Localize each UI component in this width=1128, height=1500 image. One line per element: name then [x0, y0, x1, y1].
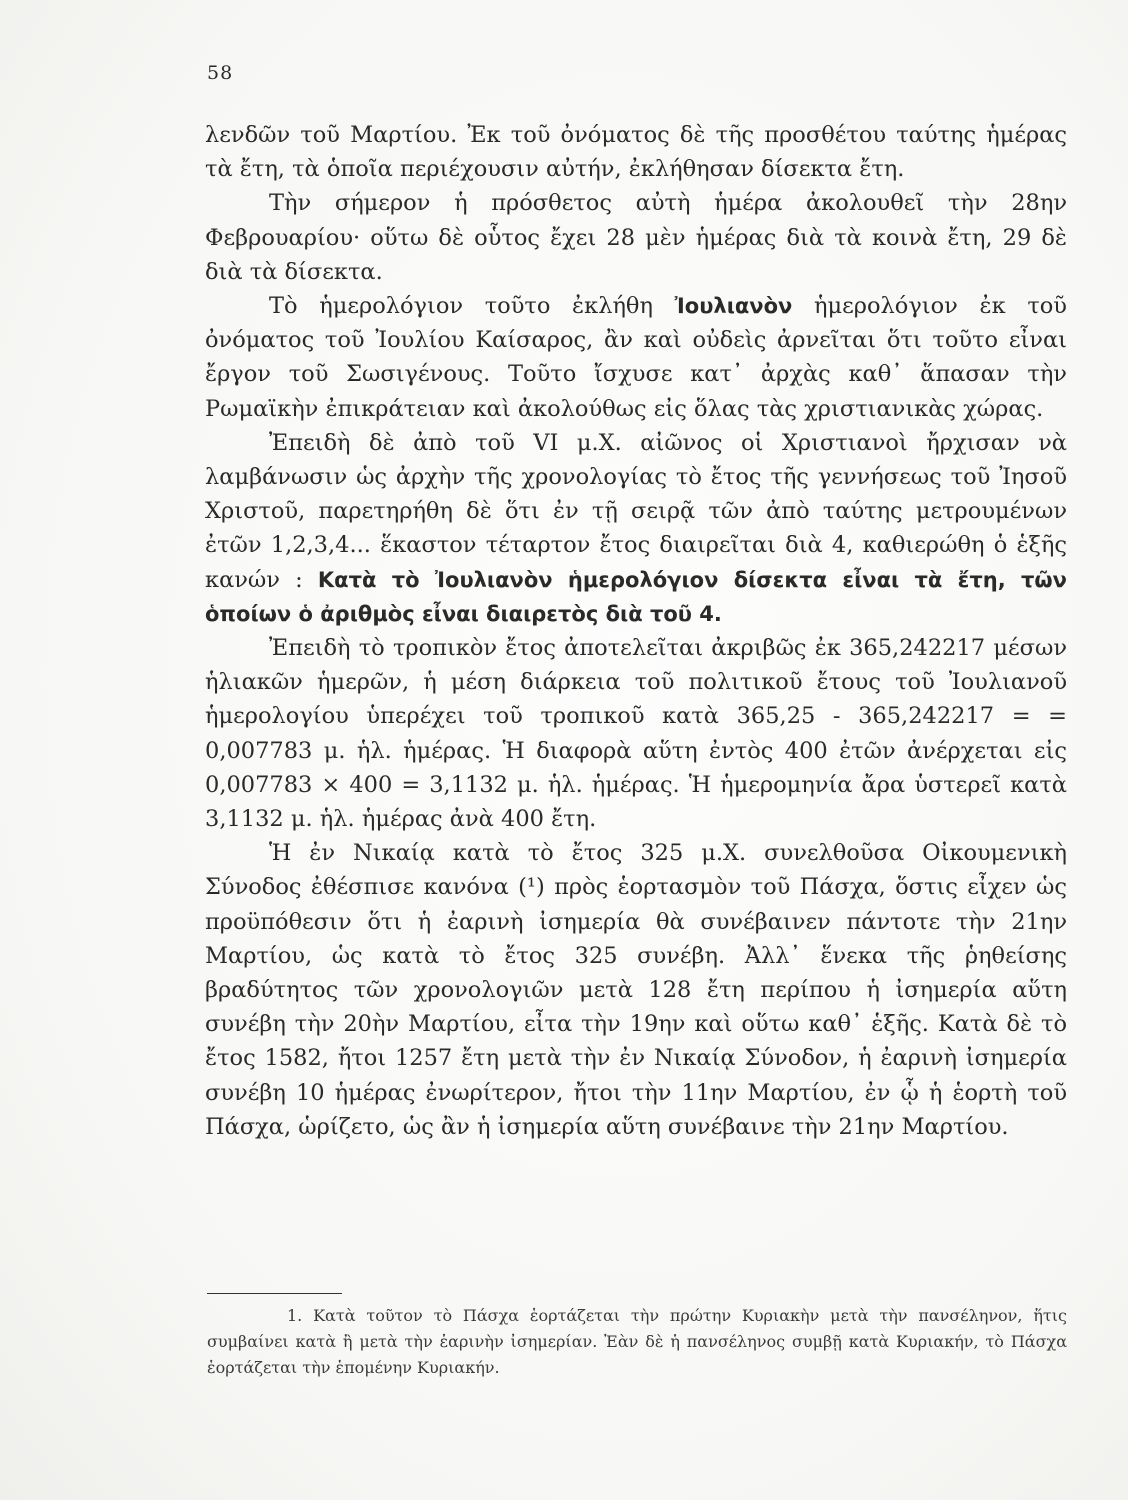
paragraph-3 [205, 289, 1067, 426]
paragraph-4 [205, 426, 1067, 631]
paragraph-5: Ἐπειδὴ τὸ τροπικὸν ἔτος ἀποτελεῖται ἀκριβῶς ἐκ 365,242217 μέσων ἡλιακῶν ἡμερῶν, ἡ μέση διάρκεια τοῦ πολιτικοῦ ἔτους τοῦ Ἰουλιανοῦ ἡμερολογίου ὑπερέχει τοῦ τροπικοῦ κατὰ 365,25 - 365,242217 = = 0,007783 μ. ἡλ. ἡμέρας. Ἡ διαφορὰ αὕτη ἐντὸς 400 ἐτῶν ἀνέρχεται εἰς 0,007783 × 400 = 3,1132 μ. ἡλ. ἡμέρας. Ἡ ἡμερομηνία ἄρα ὑστερεῖ κατὰ 3,1132 μ. ἡλ. ἡμέρας ἀνὰ 400 ἔτη. [205, 635, 1067, 833]
page-number: 58 [207, 62, 234, 84]
footnote-1: 1. Κατὰ τοῦτον τὸ Πάσχα ἑορτάζεται τὴν πρώτην Κυριακὴν μετὰ τὴν πανσέληνον, ἥτις συμβαίνει κατὰ ἢ μετὰ τὴν ἐαρινὴν ἰσημερίαν. Ἐὰν δὲ ἡ πανσέληνος συμβῇ κατὰ Κυριακήν, τὸ Πάσχα ἑορτάζεται τὴν ἑπομένην Κυριακήν. [207, 1306, 1067, 1377]
paragraph-1: λενδῶν τοῦ Μαρτίου. Ἐκ τοῦ ὀνόματος δὲ τῆς προσθέτου ταύτης ἡμέρας τὰ ἔτη, τὰ ὁποῖα περιέχουσιν αὐτήν, ἐκλήθησαν δίσεκτα ἔτη. [205, 122, 1067, 183]
paragraph-2: Τὴν σήμερον ἡ πρόσθετος αὐτὴ ἡμέρα ἀκολουθεῖ τὴν 28ην Φεβρουαρίου· οὕτω δὲ οὗτος ἔχει 28 μὲν ἡμέρας διὰ τὰ κοινὰ ἔτη, 29 δὲ διὰ τὰ δίσεκτα. [205, 190, 1067, 285]
body-text [205, 118, 1067, 1144]
footnote-divider [207, 1293, 342, 1294]
julian-rule: Κατὰ τὸ Ἰουλιανὸν ἡμερολόγιον δίσεκτα εἶναι τὰ ἔτη, τῶν ὁποίων ὁ ἀριθμὸς εἶναι διαιρετὸς διὰ τοῦ 4. [205, 567, 1067, 626]
julian-term: Ἰουλιανὸν [674, 294, 793, 319]
footnotes [207, 1303, 1067, 1381]
paragraph-6: Ἡ ἐν Νικαίᾳ κατὰ τὸ ἔτος 325 μ.Χ. συνελθοῦσα Οἰκουμενικὴ Σύνοδος ἐθέσπισε κανόνα (¹) πρὸς ἑορτασμὸν τοῦ Πάσχα, ὅστις εἶχεν ὡς προϋπόθεσιν ὅτι ἡ ἐαρινὴ ἰσημερία θὰ συνέβαινεν πάντοτε τὴν 21ην Μαρτίου, ὡς κατὰ τὸ ἔτος 325 συνέβη. Ἀλλ᾽ ἕνεκα τῆς ῥηθείσης βραδύτητος τῶν χρονολογιῶν μετὰ 128 ἔτη περίπου ἡ ἰσημερία αὕτη συνέβη τὴν 20ὴν Μαρτίου, εἶτα τὴν 19ην καὶ οὕτω καθ᾽ ἑξῆς. Κατὰ δὲ τὸ ἔτος 1582, ἤτοι 1257 ἔτη μετὰ τὴν ἐν Νικαίᾳ Σύνοδον, ἡ ἐαρινὴ ἰσημερία συνέβη 10 ἡμέρας ἐνωρίτερον, ἤτοι τὴν 11ην Μαρτίου, ἐν ᾧ ἡ ἑορτὴ τοῦ Πάσχα, ὡρίζετο, ὡς ἂν ἡ ἰσημερία αὕτη συνέβαινε τὴν 21ην Μαρτίου. [205, 840, 1067, 1140]
paragraph-3-lead: Τὸ ἡμερολόγιον τοῦτο ἐκλήθη [269, 293, 675, 320]
paragraph-3-rest: ἡμερολόγιον ἐκ τοῦ ὀνόματος τοῦ Ἰουλίου Καίσαρος, ἂν καὶ οὐδεὶς ἀρνεῖται ὅτι τοῦτο εἶναι ἔργον τοῦ Σωσιγένους. Τοῦτο ἴσχυσε κατ᾽ ἀρχὰς καθ᾽ ἅπασαν τὴν Ρωμαϊκὴν ἐπικράτειαν καὶ ἀκολούθως εἰς ὅλας τὰς χριστιανικὰς χώρας. [205, 293, 1067, 422]
paragraph-4-lead: Ἐπειδὴ δὲ ἀπὸ τοῦ VI μ.Χ. αἰῶνος οἱ Χριστιανοὶ ἤρχισαν νὰ λαμβάνωσιν ὡς ἀρχὴν τῆς χρονολογίας τὸ ἔτος τῆς γεννήσεως τοῦ Ἰησοῦ Χριστοῦ, παρετηρήθη δὲ ὅτι ἐν τῇ σειρᾷ τῶν ἀπὸ ταύτης μετρουμένων ἐτῶν 1,2,3,4... ἕκαστον τέταρτον ἔτος διαιρεῖται διὰ 4, καθιερώθη ὁ ἑξῆς κανών : [205, 429, 1067, 593]
